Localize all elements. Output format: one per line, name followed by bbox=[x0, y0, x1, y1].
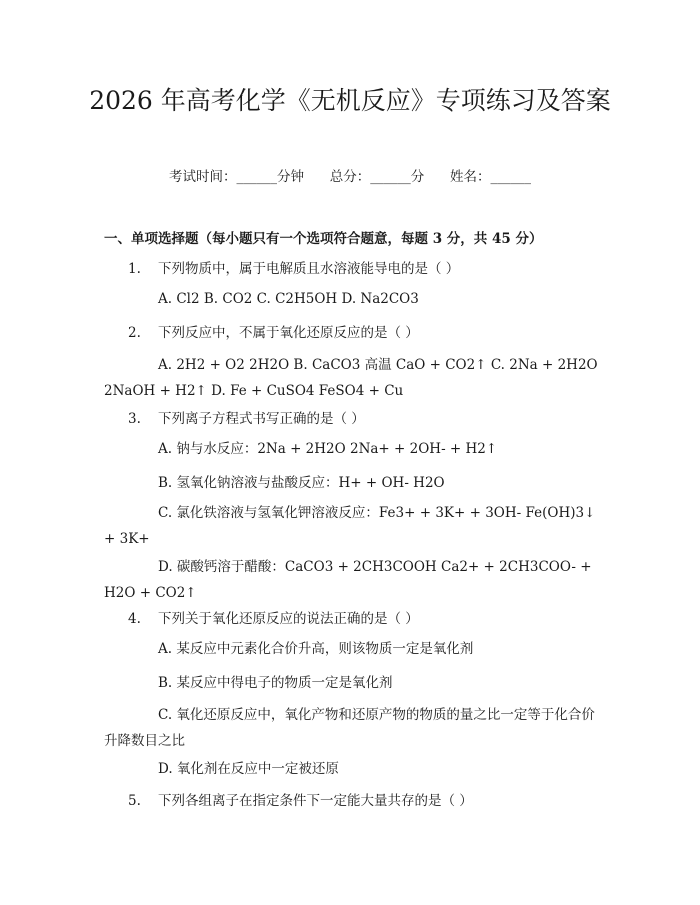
section-heading: 一、单项选择题（每小题只有一个选项符合题意，每题 3 分，共 45 分） bbox=[104, 231, 543, 247]
question-number: 5. bbox=[128, 793, 141, 809]
question-number: 4. bbox=[128, 611, 141, 627]
question-text: 下列关于氧化还原反应的说法正确的是（ ） bbox=[158, 611, 419, 627]
question-2-options: A. 2H2 + O2 2H2O B. CaCO3 高温 CaO + CO2↑ C. 2Na + 2H2O 2NaOH + H2↑ D. Fe + CuSO4 FeSO4 + Cu bbox=[104, 357, 598, 399]
question-3 bbox=[128, 408, 608, 430]
question-2 bbox=[128, 322, 608, 344]
question-1-options: A. Cl2 B. CO2 C. C2H5OH D. Na2CO3 bbox=[158, 291, 419, 307]
question-number: 1. bbox=[128, 261, 141, 277]
question-text: 下列各组离子在指定条件下一定能大量共存的是（ ） bbox=[158, 793, 473, 809]
question-text: 下列离子方程式书写正确的是（ ） bbox=[158, 411, 365, 427]
question-text: 下列物质中，属于电解质且水溶液能导电的是（ ） bbox=[158, 261, 460, 277]
question-4-option-d: D. 氧化剂在反应中一定被还原 bbox=[158, 761, 339, 777]
question-number: 2. bbox=[128, 325, 141, 341]
exam-info-line: 考试时间：______分钟 总分：______分 姓名：______ bbox=[169, 169, 531, 185]
question-3-option-c: C. 氯化铁溶液与氢氧化钾溶液反应：Fe3+ + 3K+ + 3OH- Fe(OH)3↓ + 3K+ bbox=[104, 505, 596, 547]
question-1 bbox=[128, 258, 608, 280]
question-3-option-d: D. 碳酸钙溶于醋酸：CaCO3 + 2CH3COOH Ca2+ + 2CH3COO- + H2O + CO2↑ bbox=[104, 559, 592, 601]
question-3-option-a: A. 钠与水反应：2Na + 2H2O 2Na+ + 2OH- + H2↑ bbox=[158, 441, 498, 457]
question-4 bbox=[128, 608, 608, 630]
question-5 bbox=[128, 790, 608, 812]
question-4-option-b: B. 某反应中得电子的物质一定是氧化剂 bbox=[158, 675, 393, 691]
question-3-option-b: B. 氢氧化钠溶液与盐酸反应：H+ + OH- H2O bbox=[158, 475, 445, 491]
question-4-option-a: A. 某反应中元素化合价升高，则该物质一定是氧化剂 bbox=[158, 641, 474, 657]
document-title: 2026 年高考化学《无机反应》专项练习及答案 bbox=[89, 86, 611, 115]
question-4-option-c: C. 氧化还原反应中，氧化产物和还原产物的物质的量之比一定等于化合价升降数目之比 bbox=[104, 707, 595, 749]
question-number: 3. bbox=[128, 411, 141, 427]
question-text: 下列反应中，不属于氧化还原反应的是（ ） bbox=[158, 325, 419, 341]
